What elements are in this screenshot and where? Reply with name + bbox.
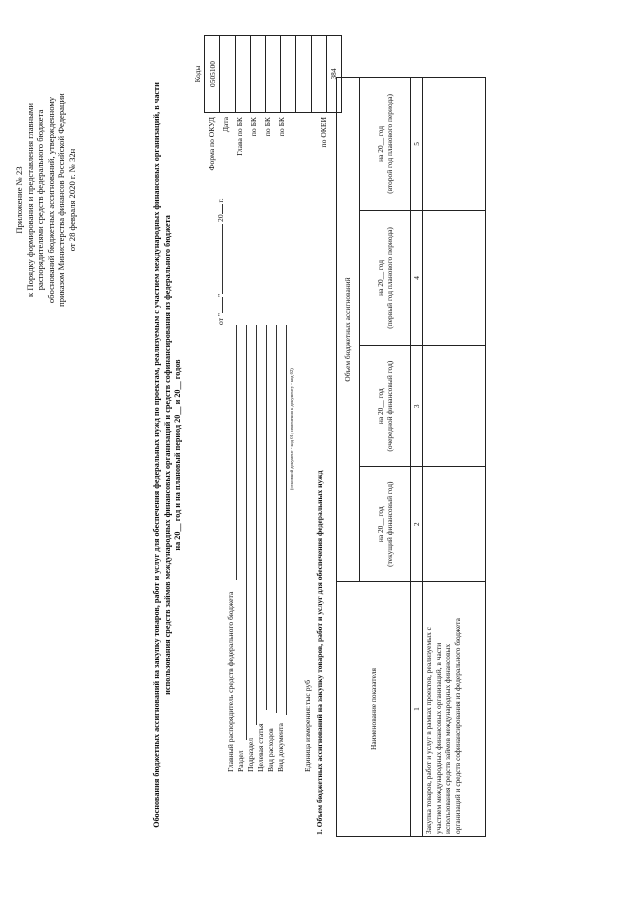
field-line: [256, 325, 257, 725]
appendix-line: распорядителями средств федерального бюджета: [35, 109, 46, 291]
code-value-bk: [281, 36, 296, 113]
date-year: 20: [216, 214, 225, 222]
col-header-year: [360, 78, 411, 211]
field-label-expense-type: Вид расходов: [266, 728, 275, 772]
units-label: Единица измерения:: [303, 705, 312, 772]
code-label: по БК: [277, 117, 286, 137]
code-label: по БК: [263, 117, 272, 137]
col-header-name: Наименование показателя: [337, 582, 411, 837]
field-label-document-type: Вид документа: [276, 723, 285, 772]
group-header: Объем бюджетных ассигнований: [337, 78, 360, 582]
row-name-line: участием международных финансовых организаций, в части: [433, 642, 443, 834]
code-value-empty: [296, 36, 311, 113]
field-line: [246, 325, 247, 740]
row-name-line: Закупка товаров, работ и услуг в рамках проектов, реализуемых с: [424, 627, 434, 834]
col-number: 2: [411, 467, 423, 582]
document-type-hint: (основной документ - код 01; изменения к документу - код 02): [289, 368, 294, 490]
code-value-empty: [311, 36, 326, 113]
col-year-label: на 20__ год: [375, 388, 385, 425]
code-label: по БК: [249, 117, 258, 137]
code-value-chapter: [235, 36, 250, 113]
field-label-subsection: Подраздел: [246, 738, 255, 772]
appendix-line: от 28 февраля 2020 г. № 32н: [66, 148, 77, 252]
col-number: 3: [411, 345, 423, 466]
appendix-line: к Порядку формирования и представления главными: [24, 103, 35, 297]
row-value-cell: [423, 467, 486, 582]
code-value-okei: 384: [326, 36, 341, 113]
field-line: [286, 325, 287, 715]
field-label-target-article: Целевая статья: [256, 723, 265, 772]
row-value-cell: [423, 210, 486, 345]
field-label-main-manager: Главный распорядитель средств федерального бюджета: [226, 591, 235, 772]
document-title: [152, 75, 184, 835]
title-line-3: на 20__ год и на плановый период 20__ и 20__ годов: [173, 359, 182, 551]
col-year-desc: (второй год планового периода): [385, 94, 394, 194]
field-line: [276, 325, 277, 713]
row-name: [423, 582, 486, 837]
col-number: 4: [411, 210, 423, 345]
col-year-label: на 20__ год: [375, 260, 385, 296]
col-year-label: на 20__ год: [375, 506, 385, 543]
col-header-year: [360, 467, 411, 582]
row-name-line: использования средств займов международных финансовых: [443, 643, 453, 834]
code-value-date: [220, 36, 235, 113]
code-label: Глава по БК: [235, 117, 244, 156]
code-label: Дата: [221, 117, 230, 133]
col-year-desc: (первый год планового периода): [385, 227, 394, 329]
col-number: 5: [411, 78, 423, 211]
date-prefix: от ": [216, 312, 225, 325]
code-label: Форма по ОКУД: [207, 117, 216, 171]
field-label-section: Раздел: [236, 750, 245, 772]
code-label: по ОКЕИ: [319, 117, 328, 148]
row-name-line: организаций и средств софинансирования из федерального бюджета: [452, 618, 462, 834]
code-value-okud: 0505100: [205, 36, 220, 113]
section-heading: 1. Объем бюджетных ассигнований на закупку товаров, работ и услуг для обеспечения федеральных нужд: [315, 470, 324, 835]
col-header-year: [360, 210, 411, 345]
row-value-cell: [423, 345, 486, 466]
code-value-bk: [250, 36, 265, 113]
numbering-row: [411, 78, 423, 837]
field-line: [236, 325, 237, 580]
table-row: [423, 78, 486, 837]
appendix-line: приказом Министерства финансов Российской Федерации: [56, 93, 67, 307]
code-value-bk: [265, 36, 280, 113]
col-header-year: [360, 345, 411, 466]
codes-table: [190, 35, 342, 113]
date-suffix: г.: [216, 198, 225, 203]
units-value: тыс руб: [303, 680, 312, 705]
codes-header: Коды: [190, 36, 205, 113]
col-year-desc: (очередной финансовый год): [385, 360, 394, 452]
appendix-line: Приложение № 23: [14, 166, 24, 234]
title-line-1: Обоснования бюджетных ассигнований на закупку товаров, работ и услуг для обеспечения федеральных нужд по проектам, реализуемым с участием международных финансовых организаций, в части: [152, 82, 161, 828]
row-value-cell: [423, 78, 486, 211]
appendix-note: [14, 55, 78, 345]
field-line: [266, 325, 267, 710]
appendix-line: обоснований бюджетных ассигнований, утвержденному: [45, 96, 56, 304]
col-number: 1: [411, 582, 423, 837]
date-mid: ": [216, 293, 225, 297]
col-year-label: на 20__ год: [375, 126, 385, 162]
budget-table: [336, 77, 486, 837]
title-line-2: использования средств займов международных финансовых организаций и средств софинансирования из федерального бюджета: [162, 215, 172, 695]
col-year-desc: (текущий финансовый год): [385, 481, 394, 567]
